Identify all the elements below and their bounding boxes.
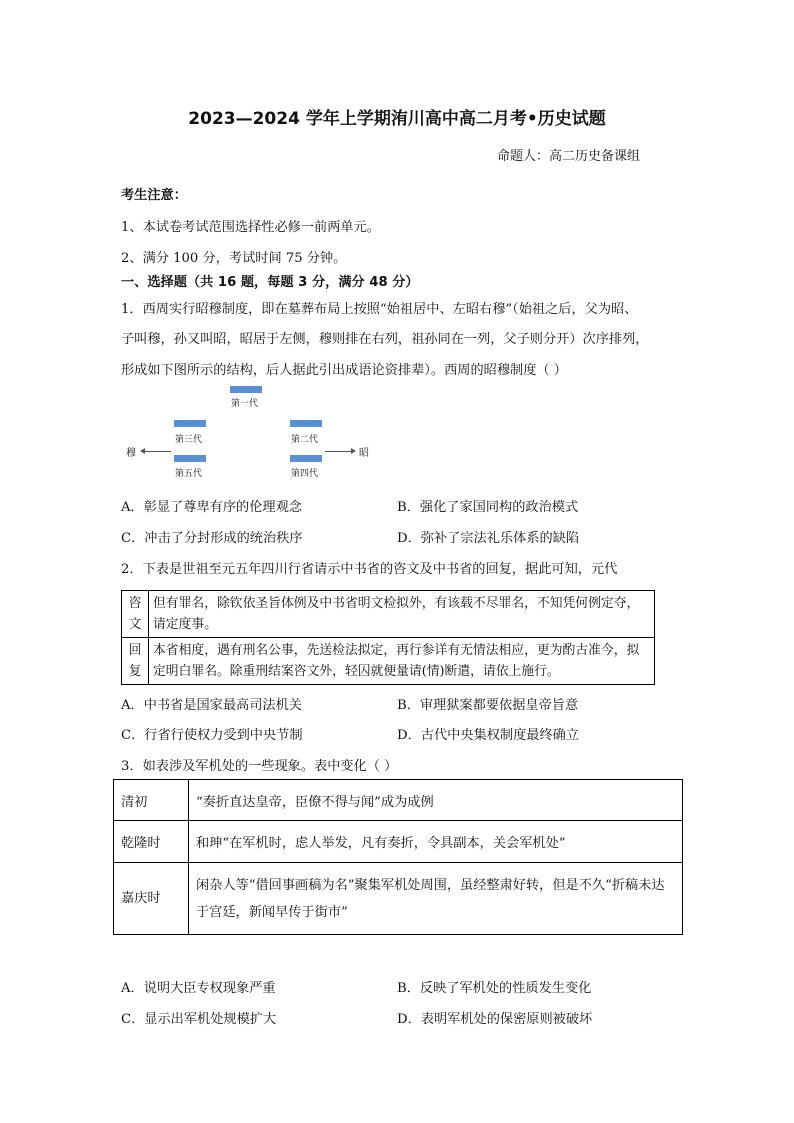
gen4-label: 第四代 (291, 469, 319, 479)
q3-table (113, 779, 683, 935)
q2-option-a[interactable]: A．中书省是国家最高司法机关 (121, 698, 302, 713)
mu-label: 穆 (126, 448, 136, 459)
q1-option-b[interactable]: B．强化了家国同构的政治模式 (397, 500, 579, 515)
row-header-char: 咨 (128, 596, 142, 611)
gen4-bar (290, 455, 322, 462)
page-title: 2023—2024 学年上学期洧川高中高二月考•历史试题 (188, 109, 606, 129)
q2-option-d[interactable]: D．古代中央集权制度最终确立 (397, 728, 580, 743)
q1-option-c[interactable]: C．冲击了分封形成的统治秩序 (121, 531, 303, 546)
q1-option-d[interactable]: D．弥补了宗法礼乐体系的缺陷 (397, 531, 580, 546)
right-arrow-line (325, 451, 351, 452)
q2-option-b[interactable]: B．审理狱案都要依据皇帝旨意 (397, 698, 579, 713)
q3-stem: 3．如表涉及军机处的一些现象。表中变化（ ） (121, 759, 398, 774)
gen5-label: 第五代 (175, 469, 203, 479)
period-cell: 乾隆时 (114, 821, 189, 863)
q3-option-c[interactable]: C．显示出军机处规模扩大 (121, 1012, 277, 1027)
gen1-label: 第一代 (231, 399, 259, 409)
table-row (114, 780, 683, 821)
gen3-label: 第三代 (175, 435, 203, 445)
section-heading: 一、选择题（共 16 题，每题 3 分，满分 48 分） (121, 275, 419, 290)
row-header (122, 591, 149, 638)
zhao-label: 昭 (359, 448, 369, 459)
row-text: 闲杂人等“借回事画稿为名”聚集军机处周围，虽经整肃好转，但是不久“折稿未达于宫廷，新闻早传于街市” (189, 863, 683, 935)
q3-option-d[interactable]: D．表明军机处的保密原则被破坏 (397, 1012, 593, 1027)
q1-option-a[interactable]: A．彰显了尊卑有序的伦理观念 (121, 500, 302, 515)
gen1-bar (230, 386, 262, 393)
row-header-char: 复 (128, 664, 142, 679)
gen3-bar (174, 420, 206, 427)
author-line: 命题人：高二历史备课组 (497, 149, 641, 164)
row-text: 和珅“在军机时，虑人举发，凡有奏折，令具副本，关会军机处” (189, 821, 683, 863)
row-header-char: 回 (128, 643, 142, 658)
row-text: 但有罪名，除钦依圣旨体例及中书省明文检拟外，有该载不尽罪名，不知凭何例定夺，请定度事。 (149, 591, 655, 638)
table-row (122, 591, 655, 638)
period-cell: 清初 (114, 780, 189, 821)
note-item-1: 1、本试卷考试范围选择性必修一前两单元。 (121, 220, 380, 235)
table-row (122, 638, 655, 685)
left-arrow-line (145, 451, 171, 452)
row-text: 本省相度，遇有刑名公事，先送检法拟定，再行参详有无情法相应，更为酌古准今，拟定明白罪名。除重刑结案咨文外，轻囚就便量请(情)断遣，请依上施行。 (149, 638, 655, 685)
notes-heading: 考生注意： (121, 188, 187, 203)
q3-option-a[interactable]: A．说明大臣专权现象严重 (121, 981, 276, 996)
q1-line-1: 1．西周实行昭穆制度，即在墓葬布局上按照“始祖居中、左昭右穆”（始祖之后，父为昭、 (121, 302, 638, 317)
note-item-2: 2、满分 100 分，考试时间 75 分钟。 (121, 251, 347, 266)
q2-table (121, 590, 655, 685)
row-text: “奏折直达皇帝，臣僚不得与闻”成为成例 (189, 780, 683, 821)
table-row (114, 821, 683, 863)
q2-stem: 2．下表是世祖至元五年四川行省请示中书省的咨文及中书省的回复，据此可知，元代 (121, 562, 618, 577)
row-header (122, 638, 149, 685)
q3-option-b[interactable]: B．反映了军机处的性质发生变化 (397, 981, 592, 996)
gen2-bar (290, 420, 322, 427)
q2-option-c[interactable]: C．行省行使权力受到中央节制 (121, 728, 303, 743)
gen5-bar (174, 455, 206, 462)
q1-line-2: 子叫穆，孙又叫昭，昭居于左侧，穆则排在右列，祖孙同在一列，父子则分开）次序排列， (121, 332, 649, 347)
period-cell: 嘉庆时 (114, 863, 189, 935)
right-arrow-head (351, 448, 356, 454)
table-row (114, 863, 683, 935)
q1-line-3: 形成如下图所示的结构，后人据此引出成语论资排辈）。西周的昭穆制度（ ） (121, 363, 567, 378)
row-header-char: 文 (128, 617, 142, 632)
gen2-label: 第二代 (291, 435, 319, 445)
